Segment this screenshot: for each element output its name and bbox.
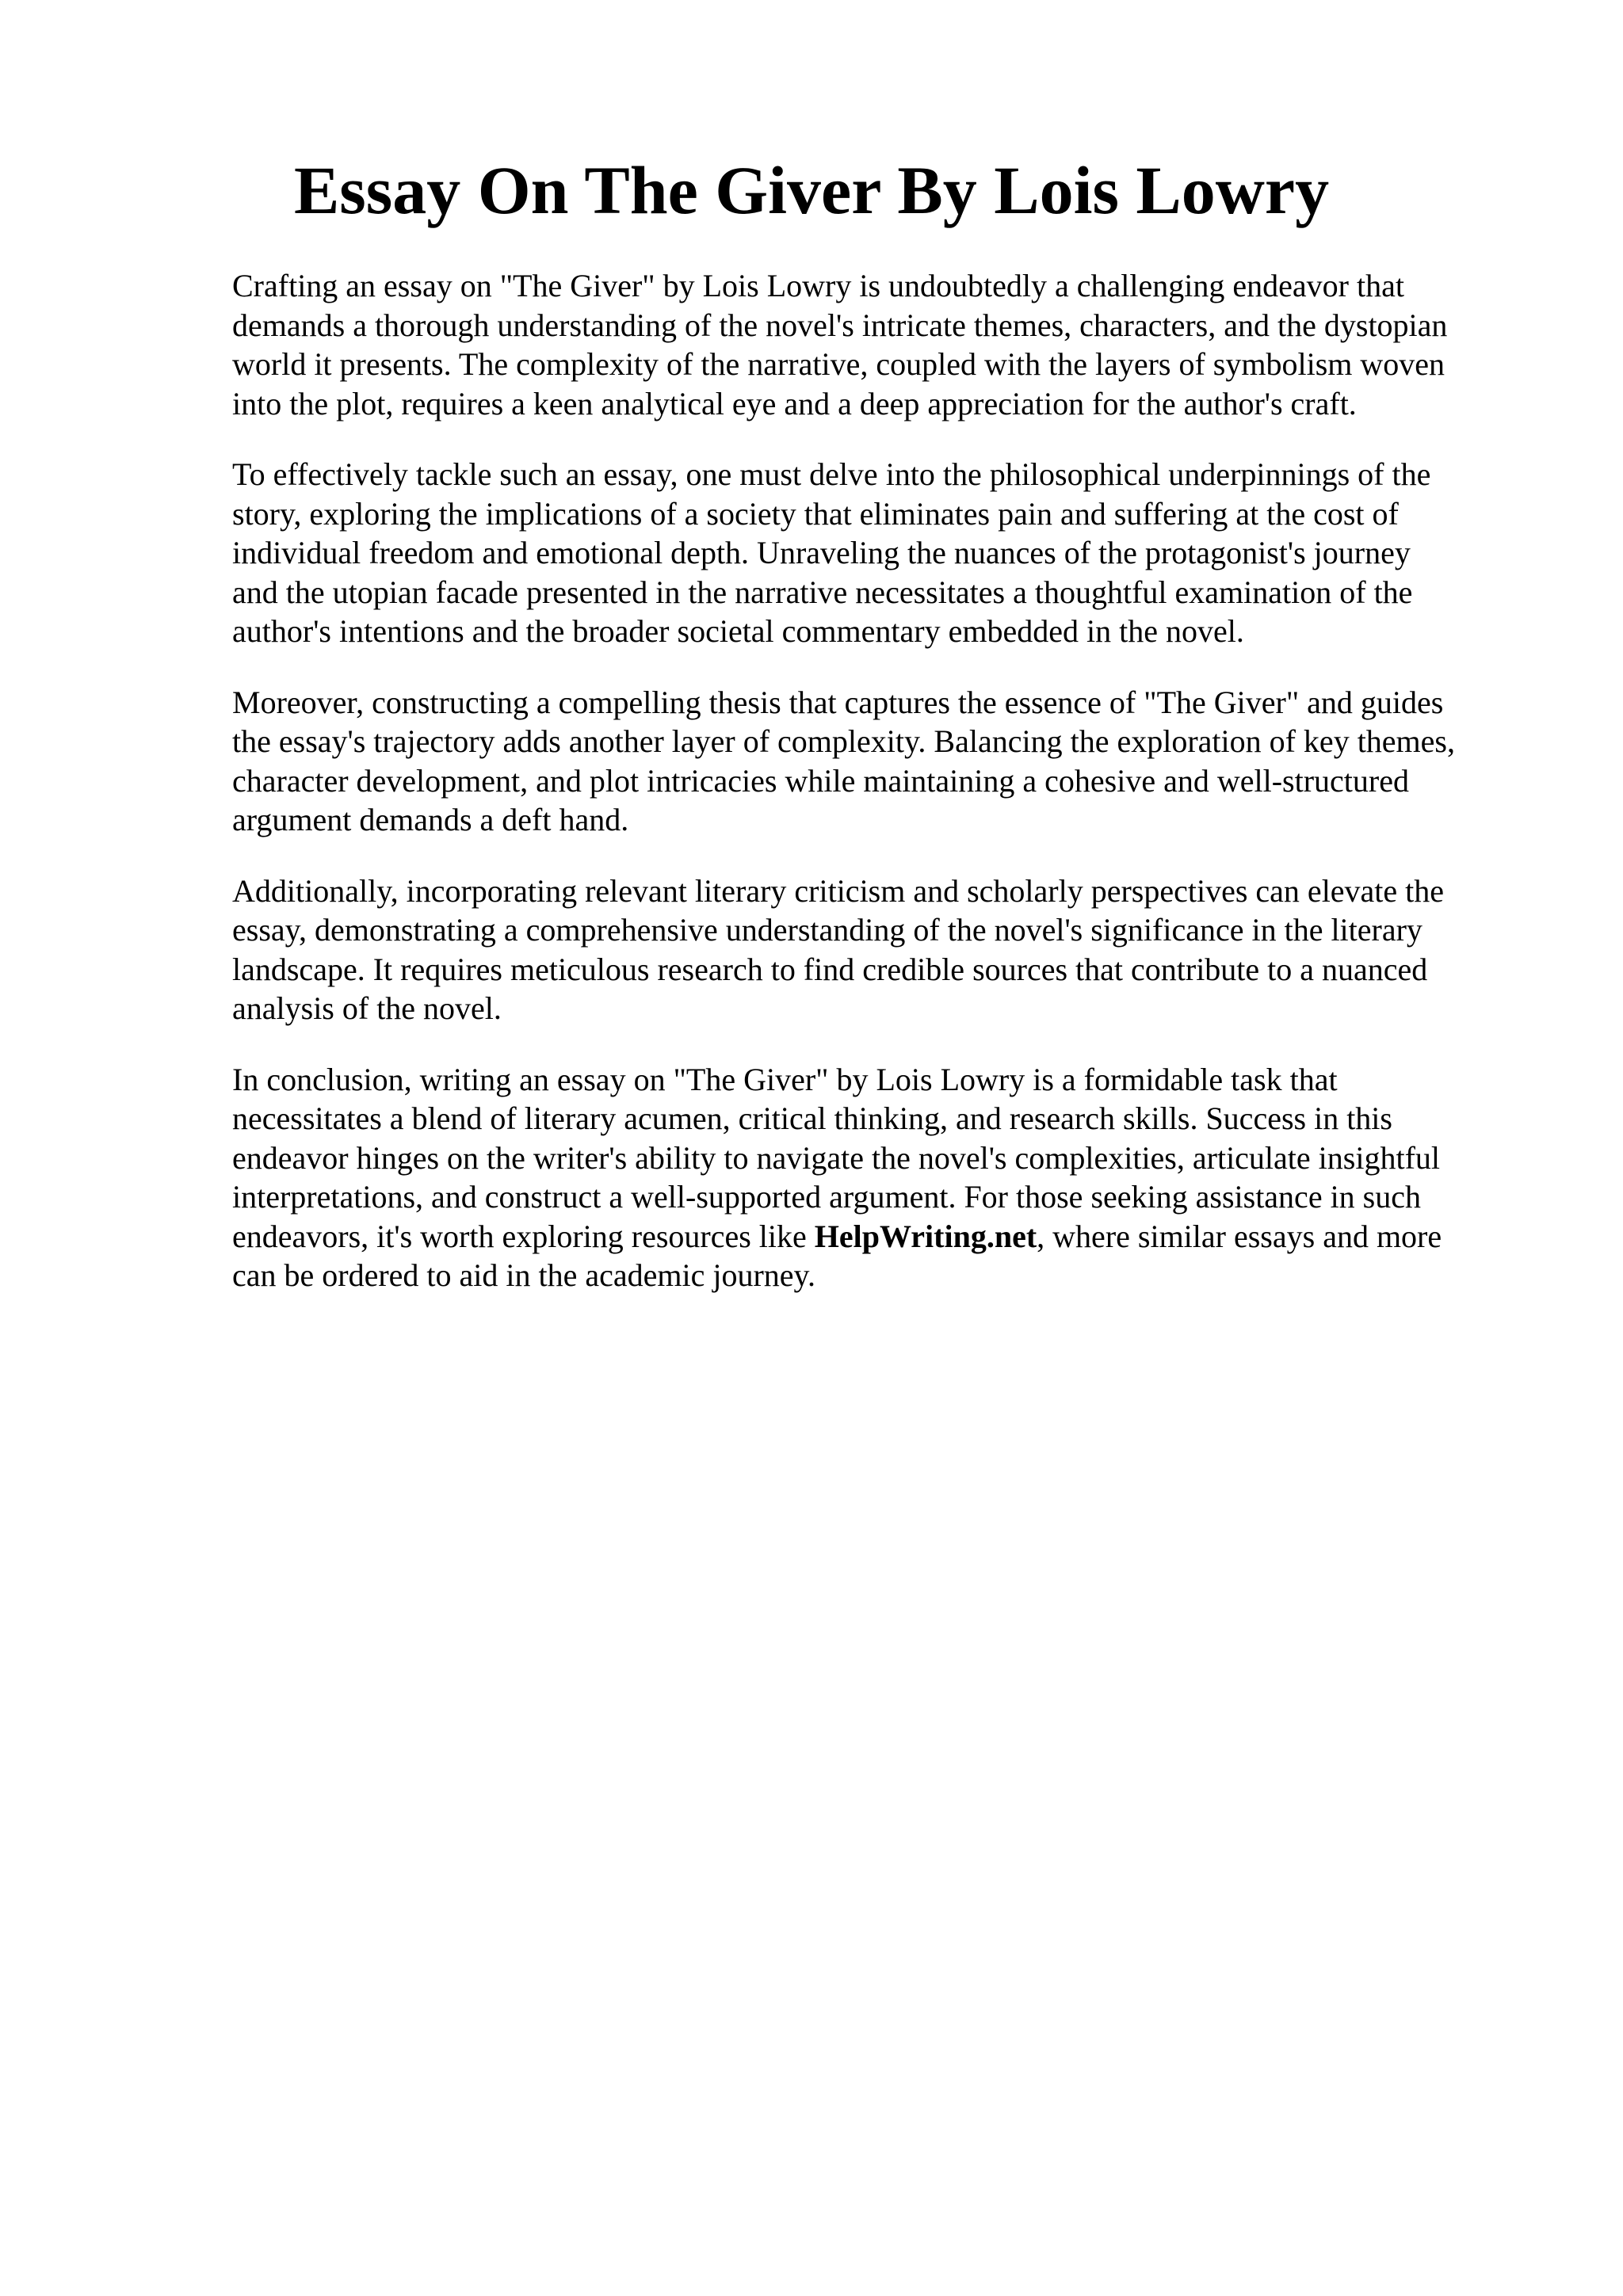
paragraph-4 — [232, 871, 1516, 1028]
text-line: and the utopian facade presented in the narrative necessitates a thoughtful examination of the — [232, 574, 1413, 610]
text-line: necessitates a blend of literary acumen, critical thinking, and research skills. Success in this — [232, 1100, 1392, 1136]
text-line: argument demands a deft hand. — [232, 802, 629, 837]
text-line: can be ordered to aid in the academic journey. — [232, 1257, 815, 1293]
text-line: Crafting an essay on "The Giver" by Lois Lowry is undoubtedly a challenging endeavor that — [232, 268, 1404, 303]
document-title: Essay On The Giver By Lois Lowry — [293, 152, 1330, 228]
paragraph-2 — [232, 455, 1516, 651]
text-line: into the plot, requires a keen analytical eye and a deep appreciation for the author's craft. — [232, 385, 1357, 421]
text-line: world it presents. The complexity of the narrative, coupled with the layers of symbolism woven — [232, 346, 1445, 382]
text-line: interpretations, and construct a well-supported argument. For those seeking assistance in such — [232, 1179, 1421, 1215]
text-line: analysis of the novel. — [232, 990, 502, 1026]
paragraph-1 — [232, 266, 1516, 423]
text-line: To effectively tackle such an essay, one must delve into the philosophical underpinnings of the — [232, 456, 1431, 492]
text-line: endeavor hinges on the writer's ability to navigate the novel's complexities, articulate insightful — [232, 1139, 1441, 1176]
text-line-with-link — [232, 1217, 1516, 1257]
text-line: landscape. It requires meticulous research to find credible sources that contribute to a nuanced — [232, 951, 1428, 987]
text-line: essay, demonstrating a comprehensive understanding of the novel's significance in the literary — [232, 912, 1423, 948]
text-line: In conclusion, writing an essay on "The Giver" by Lois Lowry is a formidable task that — [232, 1061, 1338, 1097]
text-segment: , where similar essays and more — [1037, 1218, 1442, 1254]
text-segment: endeavors, it's worth exploring resources like — [232, 1218, 815, 1254]
text-line: story, exploring the implications of a society that eliminates pain and suffering at the cost of — [232, 495, 1399, 532]
paragraph-5 — [232, 1060, 1516, 1295]
text-line: the essay's trajectory adds another layer of complexity. Balancing the exploration of key themes, — [232, 723, 1455, 759]
text-line: author's intentions and the broader societal commentary embedded in the novel. — [232, 613, 1244, 649]
essay-body — [232, 266, 1516, 1327]
helpwriting-link[interactable]: HelpWriting.net — [814, 1218, 1037, 1254]
text-line: demands a thorough understanding of the novel's intricate themes, characters, and the dystopian — [232, 307, 1448, 343]
text-line: Additionally, incorporating relevant literary criticism and scholarly perspectives can elevate the — [232, 872, 1445, 909]
text-line: Moreover, constructing a compelling thesis that captures the essence of "The Giver" and guides — [232, 684, 1444, 720]
paragraph-3 — [232, 683, 1516, 840]
text-line: character development, and plot intricacies while maintaining a cohesive and well-structured — [232, 762, 1409, 799]
text-line: individual freedom and emotional depth. Unraveling the nuances of the protagonist's journey — [232, 535, 1411, 570]
